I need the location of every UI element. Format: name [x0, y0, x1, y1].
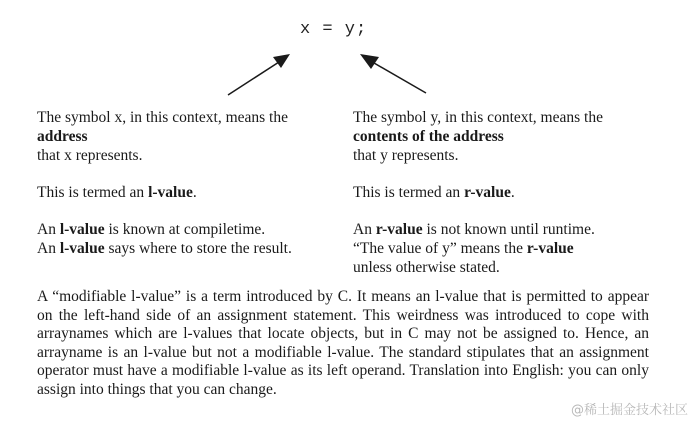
- arrows: [0, 0, 700, 110]
- arrow-right-head: [360, 54, 379, 69]
- bold-text: l-value: [148, 184, 193, 201]
- text: An: [353, 221, 376, 238]
- text: is known at compiletime.: [104, 221, 266, 238]
- text: The symbol x, in this context, means the: [37, 109, 288, 126]
- text: This is termed an: [37, 184, 149, 201]
- bold-text: r-value: [464, 184, 511, 201]
- text: An: [37, 240, 60, 257]
- text: The symbol y, in this context, means the: [353, 109, 603, 126]
- arrow-right-to-y: [374, 63, 426, 93]
- text: unless otherwise stated.: [353, 259, 500, 276]
- text: .: [510, 184, 515, 201]
- bold-text: r-value: [375, 221, 423, 238]
- arrow-left-to-x: [228, 62, 279, 95]
- text: An: [37, 221, 60, 238]
- text: This is termed an: [353, 184, 465, 201]
- r-value-para-2: [353, 183, 653, 202]
- bold-text: r-value: [526, 240, 574, 257]
- bold-text: contents of the address: [353, 128, 504, 145]
- text: that y represents.: [353, 147, 459, 164]
- r-value-para-3: [353, 220, 653, 277]
- bold-text: address: [37, 128, 88, 145]
- bold-text: l-value: [59, 221, 105, 238]
- modifiable-l-value-paragraph: A “modifiable l-value” is a term introduced by C. It means an l-value that is permitted to appear on the left-hand side of an assignment statement. This weirdness was introduced to cope with arraynames which are l-values that locate objects, but in C may not be assigned to. Hence, an arrayname is an l-value but not a modifiable l-value. The standard stipulates that an assignment operator must have a modifiable l-value as its left operand. Translation into English: you can only assign into things that you can change.: [37, 288, 649, 398]
- text: .: [192, 184, 197, 201]
- watermark: @稀土掘金技术社区: [570, 403, 688, 418]
- l-value-para-2: [37, 183, 337, 202]
- l-value-para-3: [37, 220, 337, 258]
- l-value-description: [37, 108, 337, 276]
- bold-text: l-value: [59, 240, 105, 257]
- text: says where to store the result.: [104, 240, 292, 257]
- arrow-left-head: [273, 54, 290, 68]
- r-value-description: [353, 108, 653, 295]
- l-value-para-1: [37, 108, 337, 165]
- text: that x represents.: [37, 147, 143, 164]
- r-value-para-1: [353, 108, 653, 165]
- code-statement: x = y;: [300, 20, 368, 39]
- text: “The value of y” means the: [353, 240, 527, 257]
- text: is not known until runtime.: [422, 221, 595, 238]
